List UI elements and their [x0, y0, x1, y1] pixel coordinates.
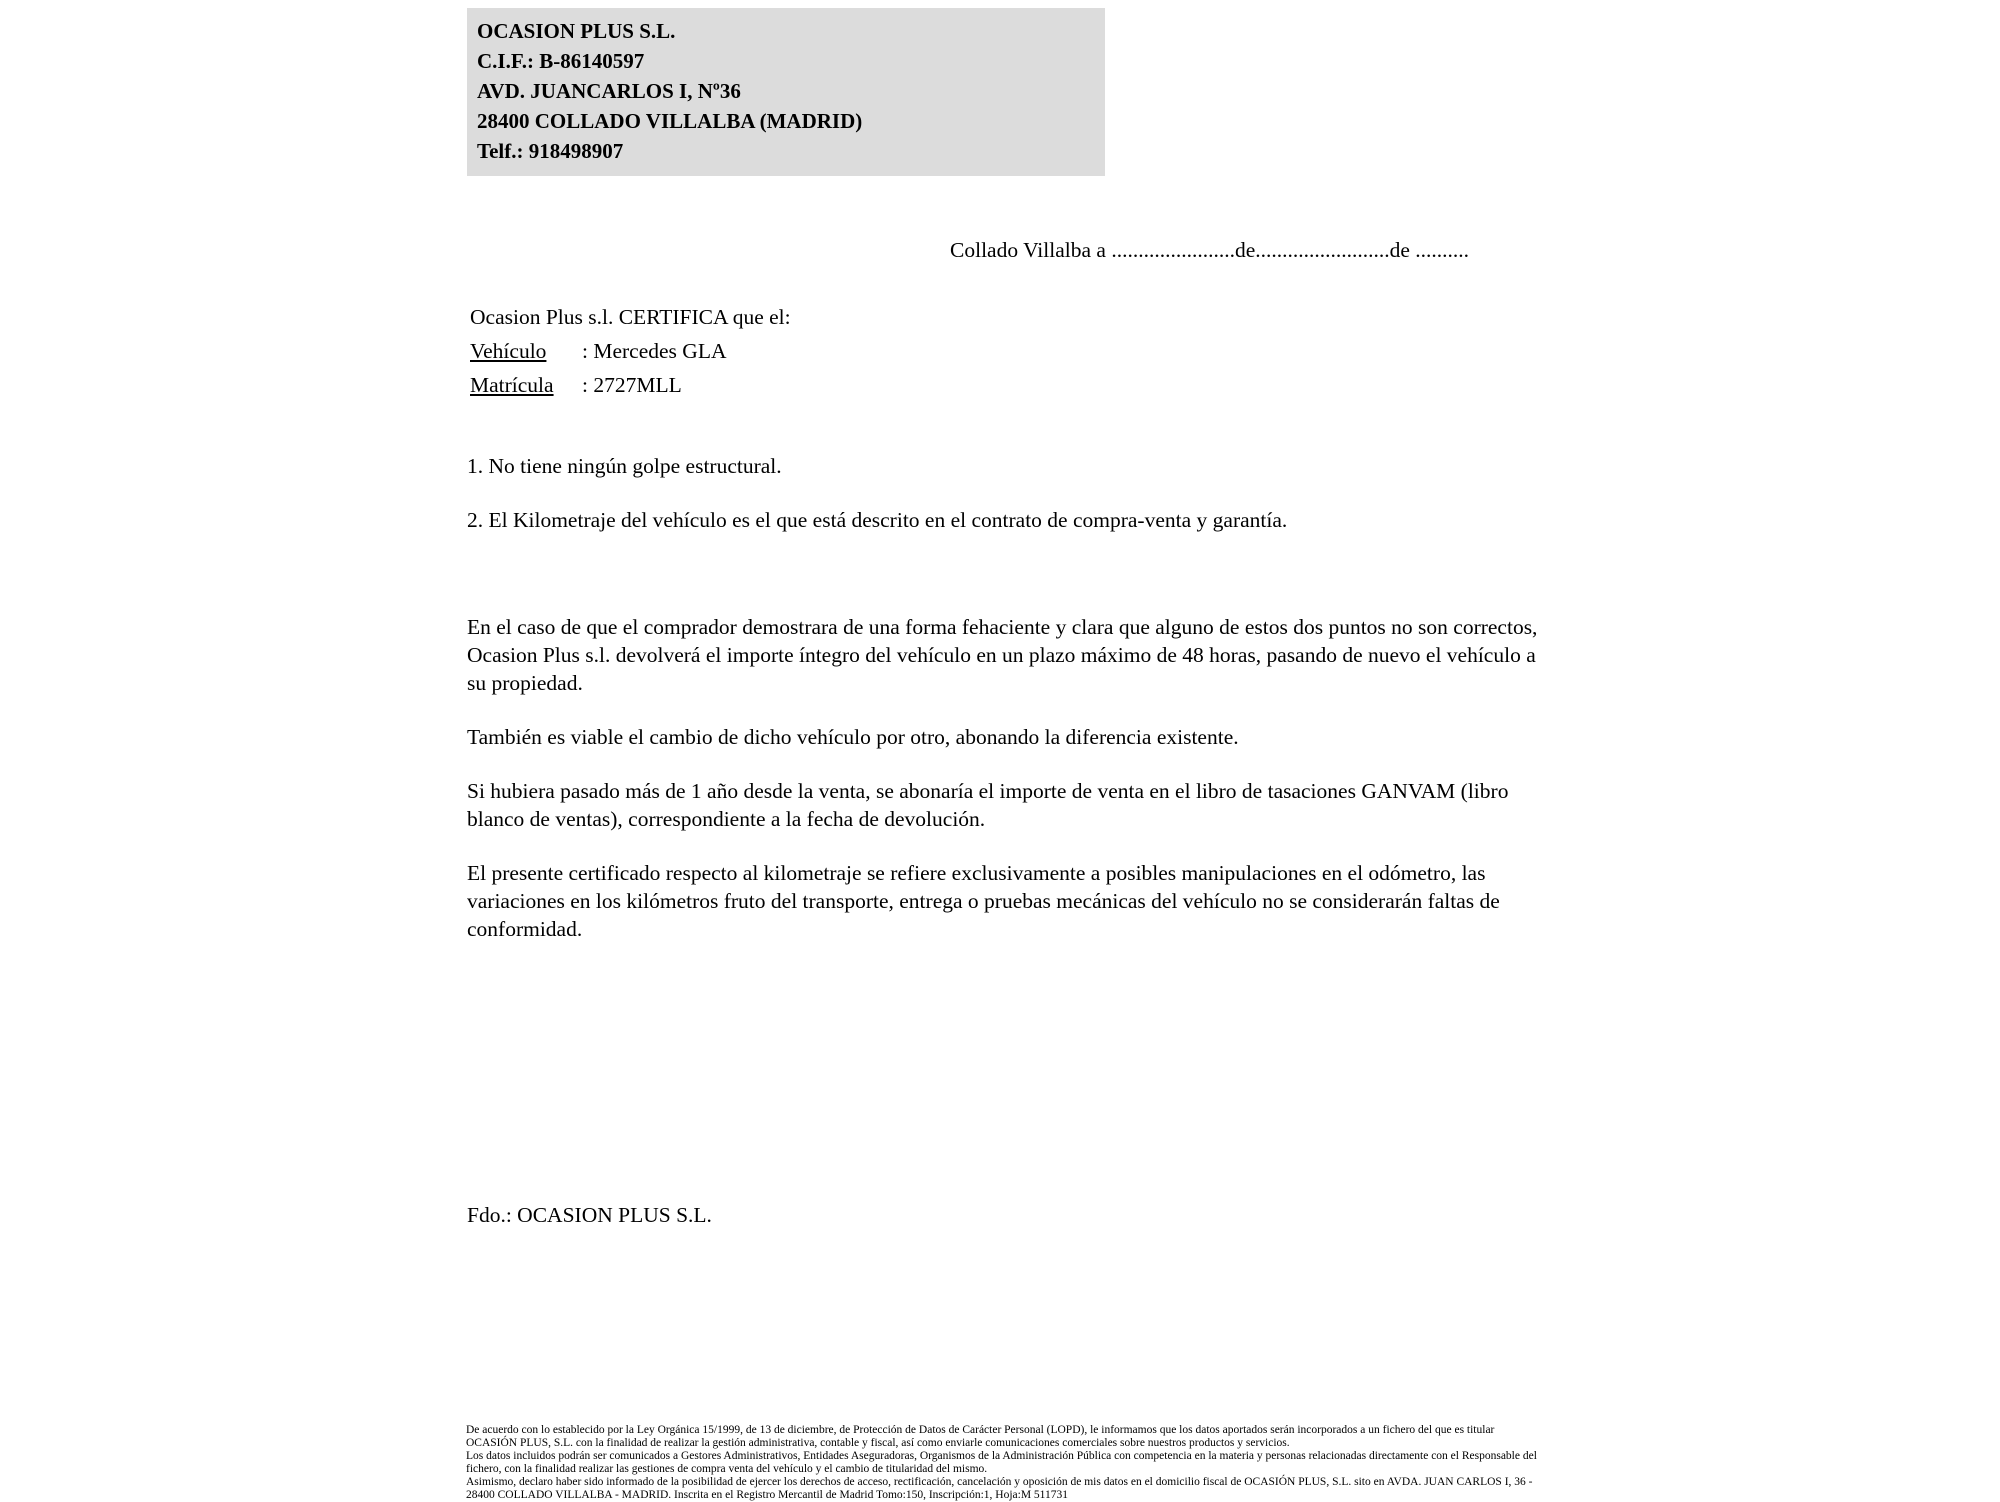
plate-row: [470, 368, 791, 402]
legal-fine-print: [466, 1424, 1544, 1502]
point-2: 2. El Kilometraje del vehículo es el que está descrito en el contrato de compra-venta y garantía.: [467, 508, 1288, 532]
vehicle-value: : Mercedes GLA: [582, 339, 727, 363]
paragraph-refund: En el caso de que el comprador demostrara de una forma fehaciente y clara que alguno de estos dos puntos no son correctos, Ocasion Plus s.l. devolverá el importe íntegro del vehículo en un plazo máximo de 48 horas, pasando de nuevo el vehículo a su propiedad.: [467, 615, 1538, 695]
vehicle-label-wrap: [470, 334, 582, 368]
vehicle-label: Vehículo: [470, 339, 547, 363]
paragraph-exchange: También es viable el cambio de dicho vehículo por otro, abonando la diferencia existente.: [467, 725, 1239, 749]
company-phone: Telf.: 918498907: [477, 139, 624, 163]
legal-paragraph-lopd: De acuerdo con lo establecido por la Ley Orgánica 15/1999, de 13 de diciembre, de Protección de Datos de Carácter Personal (LOPD), le informamos que los datos aportados serán incorporados a un fichero del que es titular OCASIÓN PLUS, S.L. con la finalidad de realizar la gestión administrativa, contable y fiscal, así como enviarle comunicaciones comerciales sobre nuestros productos y servicios.: [466, 1424, 1495, 1449]
company-cif: C.I.F.: B-86140597: [477, 49, 645, 73]
point-1: 1. No tiene ningún golpe estructural.: [467, 454, 782, 478]
vehicle-row: [470, 334, 791, 368]
certified-points: [467, 452, 1557, 560]
body-paragraphs: [467, 613, 1539, 969]
signature-line: Fdo.: OCASION PLUS S.L.: [467, 1203, 712, 1227]
plate-value: : 2727MLL: [582, 373, 682, 397]
paragraph-odometer: El presente certificado respecto al kilometraje se refiere exclusivamente a posibles manipulaciones en el odómetro, las variaciones en los kilómetros fruto del transporte, entrega o pruebas mecánicas del vehículo no se considerarán faltas de conformidad.: [467, 861, 1500, 941]
legal-paragraph-rights: Asimismo, declaro haber sido informado de la posibilidad de ejercer los derechos de acceso, rectificación, cancelación y oposición de mis datos en el domicilio fiscal de OCASIÓN PLUS, S.L. sito en AVDA. JUAN CARLOS I, 36 - 28400 COLLADO VILLALBA - MADRID. Inscrita en el Registro Mercantil de Madrid Tomo:150, Inscripción:1, Hoja:M 511731: [466, 1476, 1533, 1501]
certify-intro: Ocasion Plus s.l. CERTIFICA que el:: [470, 305, 791, 329]
legal-paragraph-data-sharing: Los datos incluidos podrán ser comunicados a Gestores Administrativos, Entidades Aseguradoras, Organismos de la Administración Pública con competencia en la materia y personas relacionadas directamente con el Responsable del fichero, con la finalidad realizar las gestiones de compra venta del vehículo y el cambio de titularidad del mismo.: [466, 1450, 1537, 1475]
paragraph-ganvam: Si hubiera pasado más de 1 año desde la venta, se abonaría el importe de venta en el libro de tasaciones GANVAM (libro blanco de ventas), correspondiente a la fecha de devolución.: [467, 779, 1509, 831]
plate-label-wrap: [470, 368, 582, 402]
company-address: AVD. JUANCARLOS I, Nº36: [477, 79, 741, 103]
company-header-box: [467, 8, 1105, 176]
plate-label: Matrícula: [470, 373, 554, 397]
certification-block: [470, 300, 791, 402]
company-city: 28400 COLLADO VILLALBA (MADRID): [477, 109, 863, 133]
company-name: OCASION PLUS S.L.: [477, 19, 676, 43]
date-place-line: Collado Villalba a .......................de.........................de ..........: [950, 238, 1470, 262]
